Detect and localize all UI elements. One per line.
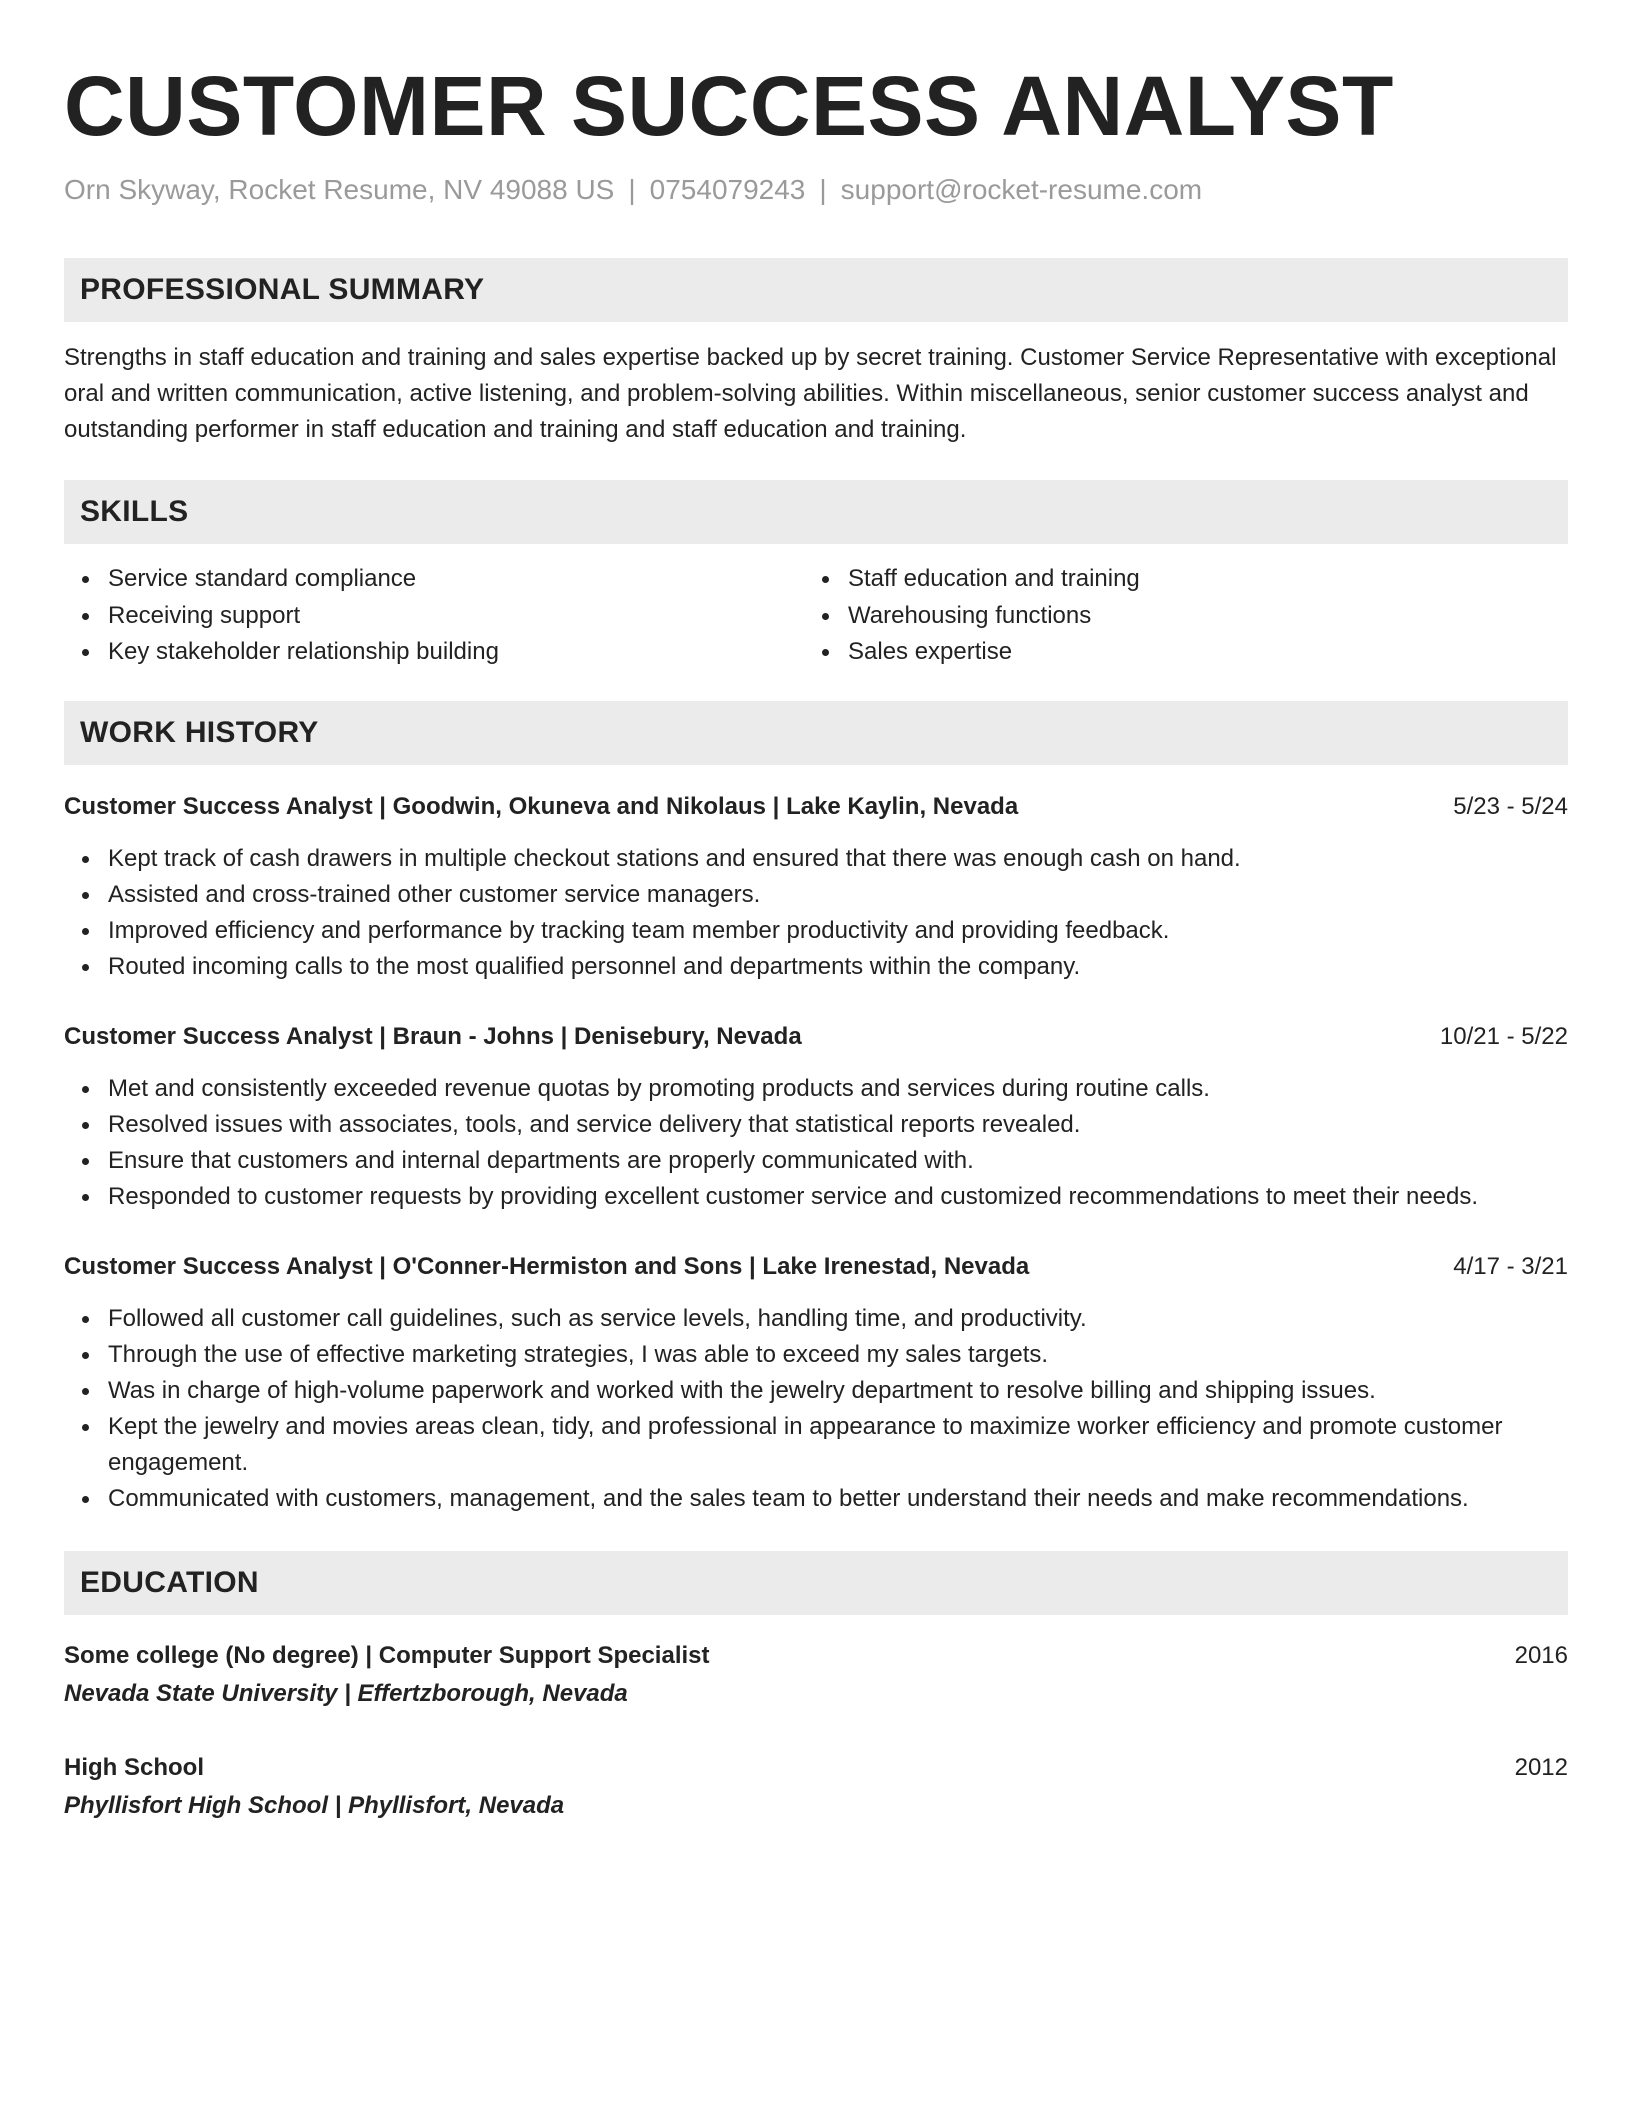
job-bullet: Through the use of effective marketing strategies, I was able to exceed my sales targets. xyxy=(108,1337,1568,1373)
contact-phone: 0754079243 xyxy=(649,174,806,205)
education-degree: Some college (No degree) | Computer Support Specialist xyxy=(64,1641,710,1669)
skill-item: Key stakeholder relationship building xyxy=(108,634,804,671)
skills-column-right xyxy=(804,561,1561,671)
job-bullet: Assisted and cross-trained other customer service managers. xyxy=(108,877,1568,913)
job-bullet: Kept track of cash drawers in multiple checkout stations and ensured that there was enough cash on hand. xyxy=(108,841,1568,877)
contact-separator: | xyxy=(628,174,636,205)
job-bullet: Kept the jewelry and movies areas clean, tidy, and professional in appearance to maximize worker efficiency and promote customer engagement. xyxy=(108,1409,1568,1481)
job-bullet: Routed incoming calls to the most qualified personnel and departments within the company. xyxy=(108,949,1568,985)
job-bullet: Followed all customer call guidelines, such as service levels, handling time, and productivity. xyxy=(108,1301,1568,1337)
job-bullet: Was in charge of high-volume paperwork and worked with the jewelry department to resolve billing and shipping issues. xyxy=(108,1373,1568,1409)
education-section-header xyxy=(64,1551,1568,1615)
skills-heading: SKILLS xyxy=(80,495,189,528)
summary-text: Strengths in staff education and training and sales expertise backed up by secret training. Customer Service Representative with exceptional oral and written communication, active listening, and problem-solving abilities. Within miscellaneous, senior customer success analyst and outstanding performer in staff education and training and staff education and training. xyxy=(64,344,1557,443)
education-year: 2016 xyxy=(1514,1641,1568,1669)
skill-item: Warehousing functions xyxy=(848,598,1561,635)
job-bullets xyxy=(64,1301,1568,1517)
skill-item: Service standard compliance xyxy=(108,561,804,598)
education-entry xyxy=(64,1749,1568,1825)
education-year: 2012 xyxy=(1514,1753,1568,1781)
job-bullet: Met and consistently exceeded revenue quotas by promoting products and services during routine calls. xyxy=(108,1071,1568,1107)
contact-line xyxy=(64,172,1568,208)
job-dates: 5/23 - 5/24 xyxy=(1453,792,1568,820)
education-school: Nevada State University | Effertzborough, Nevada xyxy=(64,1679,628,1707)
contact-email: support@rocket-resume.com xyxy=(840,174,1203,205)
skills-column-left xyxy=(64,561,804,671)
skill-item: Staff education and training xyxy=(848,561,1561,598)
job-bullet: Improved efficiency and performance by tracking team member productivity and providing feedback. xyxy=(108,913,1568,949)
job-dates: 10/21 - 5/22 xyxy=(1439,1022,1568,1050)
job-title: Customer Success Analyst | O'Conner-Hermiston and Sons | Lake Irenestad, Nevada xyxy=(64,1252,1030,1280)
education-school: Phyllisfort High School | Phyllisfort, Nevada xyxy=(64,1791,565,1819)
job-bullet: Responded to customer requests by providing excellent customer service and customized recommendations to meet their needs. xyxy=(108,1179,1568,1215)
job-title: Customer Success Analyst | Braun - Johns | Denisebury, Nevada xyxy=(64,1022,802,1050)
skill-item: Receiving support xyxy=(108,598,804,635)
skills-list xyxy=(64,561,1568,671)
skills-section-header xyxy=(64,480,1568,544)
job-entry xyxy=(64,789,1568,985)
job-bullet: Ensure that customers and internal departments are properly communicated with. xyxy=(108,1143,1568,1179)
job-bullet: Communicated with customers, management, and the sales team to better understand their needs and make recommendations. xyxy=(108,1481,1568,1517)
summary-heading: PROFESSIONAL SUMMARY xyxy=(80,273,485,306)
education-heading: EDUCATION xyxy=(80,1565,259,1599)
job-entry xyxy=(64,1249,1568,1517)
job-dates: 4/17 - 3/21 xyxy=(1453,1252,1568,1280)
contact-separator: | xyxy=(819,174,827,205)
job-title: Customer Success Analyst | Goodwin, Okuneva and Nikolaus | Lake Kaylin, Nevada xyxy=(64,792,1019,820)
job-bullet: Resolved issues with associates, tools, and service delivery that statistical reports revealed. xyxy=(108,1107,1568,1143)
education-degree: High School xyxy=(64,1753,204,1781)
summary-section-header xyxy=(64,258,1568,322)
job-entry xyxy=(64,1019,1568,1215)
work-heading: WORK HISTORY xyxy=(80,715,319,749)
contact-address: Orn Skyway, Rocket Resume, NV 49088 US xyxy=(64,174,615,205)
work-section-header xyxy=(64,701,1568,765)
education-entry xyxy=(64,1637,1568,1713)
resume-title: CUSTOMER SUCCESS ANALYST xyxy=(64,59,1394,153)
skill-item: Sales expertise xyxy=(848,634,1561,671)
job-bullets xyxy=(64,1071,1568,1215)
job-bullets xyxy=(64,841,1568,985)
